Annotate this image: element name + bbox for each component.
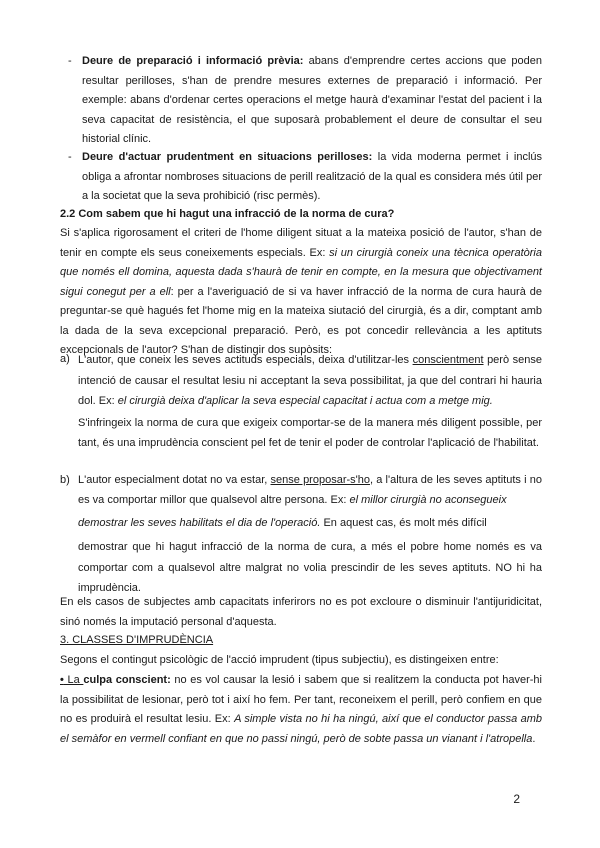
case-text: L'autor, que coneix les seves actituds especials, deixa d'utilitzar-les: [78, 354, 413, 366]
list-dash: -: [68, 151, 72, 163]
paragraph-text: Si s'aplica rigorosament el criteri de l'home diligent situat a la mateixa posició de l'autor, s'han de tenir en compte els seus coneixements especials. Ex:: [60, 227, 542, 259]
paragraph-example: si un cirurgià coneix una tècnica operatòria que només ell domina, aquesta dada s'haurà de tenir en compte, en la mesura que objectivament sigui conegut per a ell: [60, 246, 542, 298]
page-number: 2: [513, 792, 520, 806]
case-example: demostrar les seves habilitats el dia de l'operació.: [78, 517, 321, 529]
case-a-paragraph-2: S'infringeix la norma de cura que exigeix comportar-se de la manera més diligent possible, per tant, és una imprudència conscient pel fet de tenir el poder de controlar l'aplicació de l'habilitat.: [78, 417, 542, 449]
bullet-icon: •: [60, 674, 64, 686]
case-b-text: [78, 471, 542, 510]
item-title: Deure d'actuar prudentment en situacions perilloses:: [82, 151, 373, 163]
list-dash: -: [68, 55, 72, 67]
case-example: el cirurgià deixa d'aplicar la seva especial capacitat i actua com a metge mig.: [117, 395, 493, 407]
term: culpa conscient:: [83, 674, 171, 686]
bullet-culpa-conscient: [60, 671, 542, 749]
item-text: la vida moderna permet i inclús obliga a afrontar nombroses situacions de perill realització de la qual es considera més útil per a la societat que la seva prohibició (risc permès).: [82, 151, 542, 202]
case-underlined: conscientment: [412, 354, 484, 366]
bullet-example: A simple vista no hi ha ningú, així que el conductor passa amb el semàfor en vermell confiant en que no passi ningú, però de sobte passa un vianant i l'atropella: [60, 713, 543, 745]
case-b-paragraph-2: demostrar que hi hagut infracció de la norma de cura, a més el pobre home només es va comportar com a qualsevol altre malgrat no volia prescindir de les seves aptituts. NO hi ha imprudència.: [78, 541, 542, 594]
case-a-text: [78, 350, 542, 412]
list-item-prudentment: [82, 148, 542, 207]
paragraph-text: : per a l'averiguació de si va haver infracció de la norma de cura haurà de preguntar-se què hagués fet l'home mig en la mateixa siutació del cirurgià, és a dir, comptant amb la dada de la seva excepcional preparació. Però, es pot concedir rellevància a les aptituts excepcionals de l'autor? S'han de distingir dos supòsits:: [60, 285, 543, 356]
case-label-b: b): [60, 474, 70, 486]
section-3-intro: Segons el contingut psicològic de l'acció imprudent (tipus subjectiu), es distingeixen entre:: [60, 654, 499, 666]
paragraph-2-2: [60, 224, 542, 361]
list-item-preparacio: [82, 52, 542, 150]
case-example: el millor cirurgià no aconsegueix: [349, 493, 507, 506]
case-label-a: a): [60, 353, 70, 365]
bullet-end: .: [532, 732, 536, 745]
bullet-lead: La: [63, 674, 84, 686]
case-b-line-3: [78, 514, 542, 534]
case-text: però sense intenció de causar el resultat lesiu ni acceptant la seva possibilitat, ja que del contrari hi hauria dol. Ex:: [78, 354, 542, 407]
case-text: En aquest cas, és molt més difícil: [323, 517, 487, 529]
item-text: abans d'emprendre certes accions que poden resultar perilloses, s'han de prendre mesures externes de preparació i informació. Per exemple: abans d'ordenar certes operacions el metge haurà d'examinar l'estat del pacient i la seva capacitat de resistència, el que suposarà probablement el deure de consultar el seu historial clínic.: [82, 55, 542, 145]
section-heading-2-2: 2.2 Com sabem que hi hagut una infracció de la norma de cura?: [60, 208, 395, 220]
item-title: Deure de preparació i informació prèvia:: [82, 55, 304, 67]
case-underlined: sense proposar-s'ho: [270, 474, 370, 486]
closing-paragraph: En els casos de subjectes amb capacitats inferirors no es pot excloure o disminuir l'antijuridicitat, sinó només la imputació personal d'aquesta.: [60, 596, 542, 628]
case-text: , a l'altura de les seves aptituts i no es va comportar millor que qualsevol altre persona. Ex:: [78, 474, 542, 506]
section-heading-3: 3. CLASSES D'IMPRUDÈNCIA: [60, 634, 214, 646]
case-text: L'autor especialment dotat no va estar,: [78, 474, 271, 486]
bullet-text: no es vol causar la lesió i sabem que si realitzem la conducta pot haver-hi la possibilitat de lesionar, però tot i així ho fem. Per tant, reconeixem el perill, però confiem en que no es produirà el resultat lesiu. Ex:: [60, 674, 542, 725]
